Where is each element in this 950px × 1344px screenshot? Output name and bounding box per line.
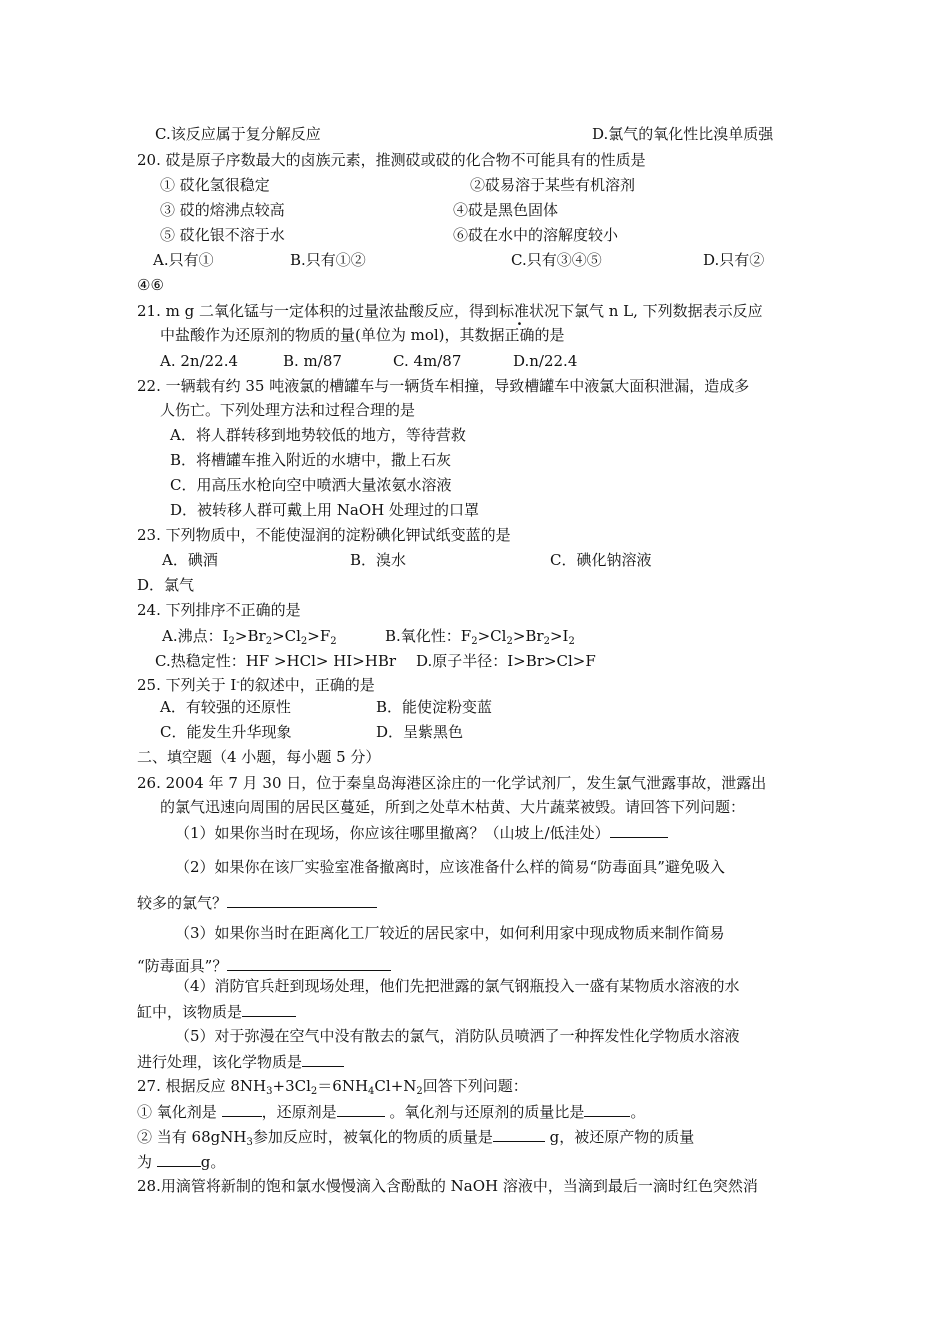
q24-stem: 24. 下列排序不正确的是	[137, 601, 301, 619]
q19-option-c: C.该反应属于复分解反应	[155, 125, 321, 143]
q25-option-a: A．有较强的还原性	[160, 698, 291, 716]
q22-stem-line1: 22. 一辆载有约 35 吨液氯的槽罐车与一辆货车相撞，导致槽罐车中液氯大面积泄漏，造成多	[137, 377, 750, 395]
q22-option-a: A．将人群转移到地势较低的地方，等待营救	[170, 426, 466, 444]
q21-option-d: D.n/22.4	[513, 352, 578, 370]
q21-option-b: B. m/87	[283, 352, 342, 370]
q20-statement-2: ②砹易溶于某些有机溶剂	[470, 176, 636, 194]
q27-part-2-line1: ② 当有 68gNH$_3$参加反应时，被氧化的物质的质量是 g，被还原产物的质量	[137, 1128, 695, 1148]
answer-blank[interactable]	[610, 822, 668, 838]
q26-part-2-line1: （2）如果你在该厂实验室准备撤离时，应该准备什么样的简易“防毒面具”避免吸入	[175, 858, 725, 876]
q20-statement-6: ⑥砹在水中的溶解度较小	[453, 226, 619, 244]
answer-blank[interactable]	[242, 1001, 296, 1017]
answer-blank[interactable]	[227, 955, 391, 971]
q24-option-a: A.沸点：$I_2>Br_2>Cl_2>F_2$	[162, 627, 337, 647]
answer-blank[interactable]	[493, 1126, 545, 1142]
q22-option-b: B．将槽罐车推入附近的水塘中，撒上石灰	[170, 451, 452, 469]
q22-option-d: D．被转移人群可戴上用 NaOH 处理过的口罩	[170, 501, 480, 519]
answer-blank[interactable]	[227, 892, 377, 908]
q20-option-d-continued: ④⑥	[137, 276, 164, 294]
q26-stem-line2: 的氯气迅速向周围的居民区蔓延，所到之处草木枯黄、大片蔬菜被毁。请回答下列问题：	[160, 798, 746, 816]
q26-part-4-line2: 缸中，该物质是	[137, 1001, 296, 1022]
q25-option-b: B．能使淀粉变蓝	[376, 698, 493, 716]
q28-stem-line1: 28.用滴管将新制的饱和氯水慢慢滴入含酚酞的 NaOH 溶液中，当滴到最后一滴时红色突然消	[137, 1177, 758, 1195]
answer-blank[interactable]	[157, 1151, 201, 1167]
q23-option-b: B．溴水	[350, 551, 407, 569]
q26-part-2-line2: 较多的氯气？	[137, 892, 377, 913]
q25-option-c: C．能发生升华现象	[160, 723, 292, 741]
q24-option-c: C.热稳定性：HF >HCl> HI>HBr	[155, 652, 397, 670]
q21-option-a: A. 2n/22.4	[160, 352, 239, 370]
q20-option-d: D.只有②	[703, 251, 765, 269]
q20-statement-4: ④砹是黑色固体	[453, 201, 559, 219]
q23-option-c: C．碘化钠溶液	[550, 551, 652, 569]
q27-part-2-line2: 为 g。	[137, 1153, 226, 1171]
q20-statement-3: ③ 砹的熔沸点较高	[160, 201, 285, 219]
q20-option-c: C.只有③④⑤	[511, 251, 602, 269]
q23-stem: 23. 下列物质中，不能使湿润的淀粉碘化钾试纸变蓝的是	[137, 526, 511, 544]
q26-part-3-line1: （3）如果你当时在距离化工厂较近的居民家中，如何利用家中现成物质来制作简易	[175, 924, 725, 942]
q22-stem-line2: 人伤亡。下列处理方法和过程合理的是	[160, 401, 416, 419]
q26-part-1: （1）如果你当时在现场，你应该往哪里撤离？（山坡上/低洼处）	[175, 822, 668, 843]
q19-option-d: D.氯气的氧化性比溴单质强	[592, 125, 774, 143]
q23-option-d: D．氯气	[137, 576, 195, 594]
q24-option-d: D.原子半径：I>Br>Cl>F	[416, 652, 596, 670]
q26-part-5-line1: （5）对于弥漫在空气中没有散去的氯气，消防队员喷洒了一种挥发性化学物质水溶液	[175, 1027, 740, 1045]
q26-part-3-line2: “防毒面具”？	[137, 955, 391, 976]
q20-stem: 20. 砹是原子序数最大的卤族元素，推测砹或砹的化合物不可能具有的性质是	[137, 151, 646, 169]
q26-part-4-line1: （4）消防官兵赶到现场处理，他们先把泄露的氯气钢瓶投入一盛有某物质水溶液的水	[175, 977, 740, 995]
q27-part-1: ① 氧化剂是 ，还原剂是 。氧化剂与还原剂的质量比是 。	[137, 1103, 646, 1121]
q25-stem: 25. 下列关于 I-的叙述中，正确的是	[137, 676, 375, 694]
q22-option-c: C．用高压水枪向空中喷洒大量浓氨水溶液	[170, 476, 452, 494]
q26-part-5-line2: 进行处理，该化学物质是	[137, 1051, 344, 1072]
answer-blank[interactable]	[222, 1101, 262, 1117]
emphasis-dots: 正确	[504, 326, 535, 344]
q25-option-d: D．呈紫黑色	[376, 723, 464, 741]
q20-option-b: B.只有①②	[290, 251, 366, 269]
q20-statement-5: ⑤ 砹化银不溶于水	[160, 226, 285, 244]
q20-option-a: A.只有①	[153, 251, 214, 269]
q26-stem-line1: 26. 2004 年 7 月 30 日，位于秦皇岛海港区涂庄的一化学试剂厂，发生氯气泄露事故，泄露出	[137, 774, 767, 792]
q24-option-b: B.氧化性：$F_2>Cl_2>Br_2>I_2$	[385, 627, 575, 647]
q23-option-a: A．碘酒	[162, 551, 218, 569]
q21-option-c: C. 4m/87	[393, 352, 462, 370]
section-heading: 二、填空题（4 小题，每小题 5 分）	[137, 748, 381, 766]
q27-stem: 27. 根据反应 $8NH_3+3Cl_2=6NH_4Cl+N_2$回答下列问题：	[137, 1077, 528, 1097]
answer-blank[interactable]	[337, 1101, 385, 1117]
answer-blank[interactable]	[584, 1101, 630, 1117]
q20-statement-1: ① 砹化氢很稳定	[160, 176, 270, 194]
q21-stem-line2: 中盐酸作为还原剂的物质的量(单位为 mol)，其数据正确的是	[160, 326, 565, 344]
q21-stem-line1: 21. m g 二氧化锰与一定体积的过量浓盐酸反应，得到标准状况下氯气 n L, 下列数据表示反应	[137, 302, 763, 320]
answer-blank[interactable]	[302, 1051, 344, 1067]
